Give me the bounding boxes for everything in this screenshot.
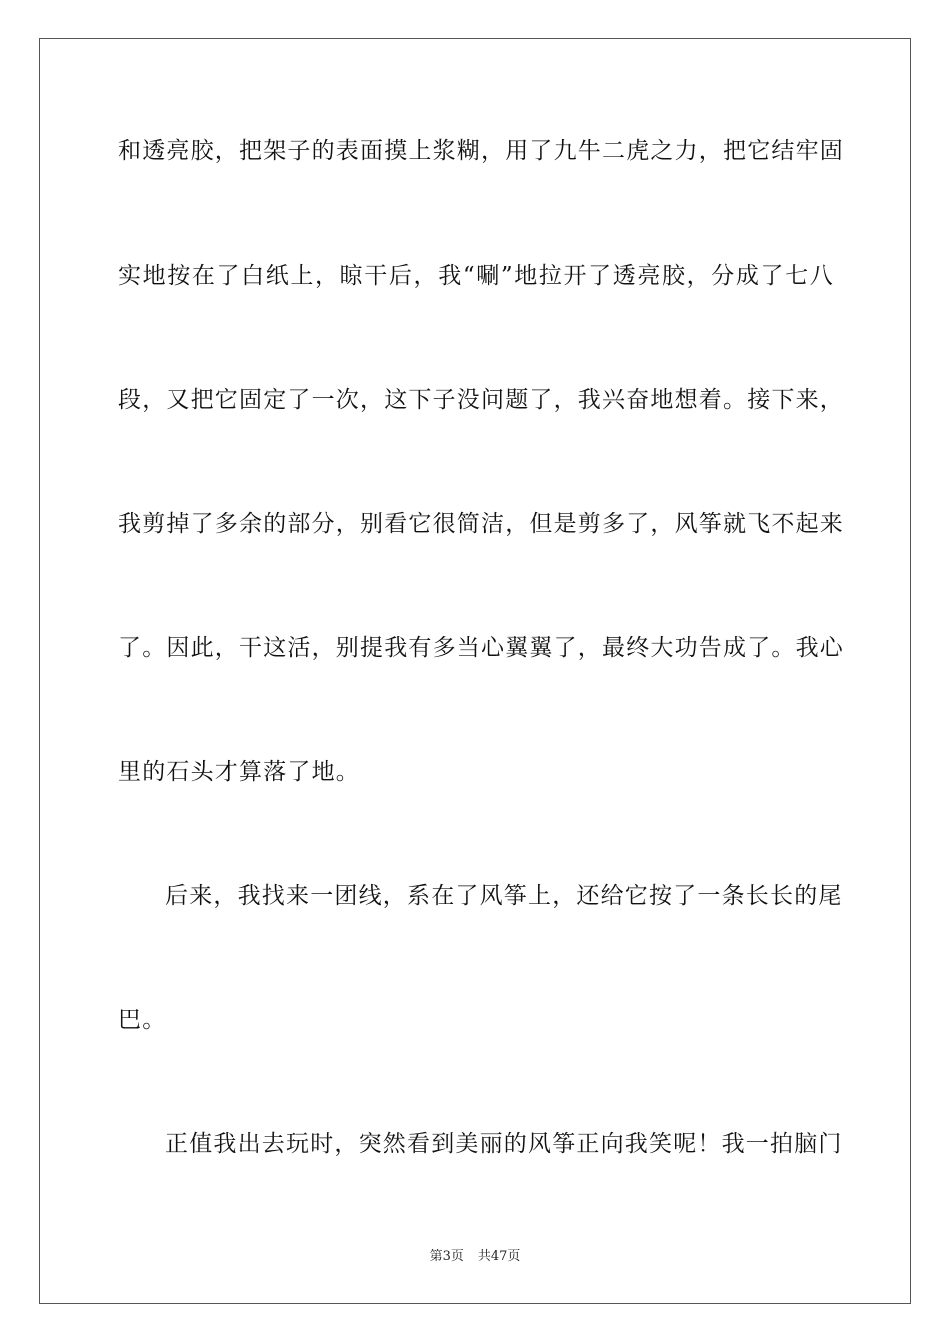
text-line-1: 和透亮胶，把架子的表面摸上浆糊，用了九牛二虎之力，把它结牢固 [118,138,844,164]
text-line-6: 里的石头才算落了地。 [118,759,360,785]
text-line-8: 巴。 [118,1007,167,1033]
page-frame [39,38,911,1304]
page-total: 共47页 [477,1249,521,1264]
text-line-3: 段，又把它固定了一次，这下子没问题了，我兴奋地想着。接下来， [118,387,844,413]
text-line-5: 了。因此，干这活，别提我有多当心翼翼了，最终大功告成了。我心 [118,635,844,661]
page-footer [0,1249,950,1265]
text-line-7: 后来，我找来一团线，系在了风筝上，还给它按了一条长长的尾 [165,883,843,909]
text-line-2: 实地按在了白纸上，晾干后，我“唰”地拉开了透亮胶，分成了七八 [118,263,834,289]
page-number: 第3页 [429,1249,464,1264]
text-line-4: 我剪掉了多余的部分，别看它很简洁，但是剪多了，风筝就飞不起来 [118,511,844,537]
text-line-9: 正值我出去玩时，突然看到美丽的风筝正向我笑呢！我一拍脑门 [165,1131,843,1157]
